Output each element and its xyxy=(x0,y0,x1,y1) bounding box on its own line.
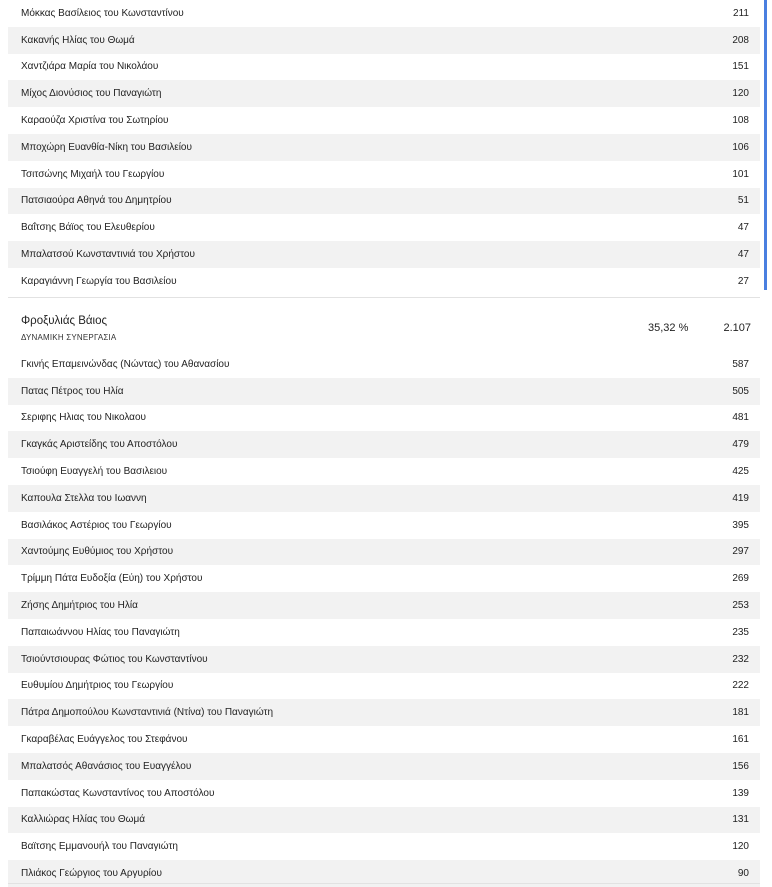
candidate-name: Γκινής Επαμεινώνδας (Νώντας) του Αθανασίου xyxy=(21,358,230,370)
table-row xyxy=(8,726,760,753)
table-row xyxy=(8,699,760,726)
candidate-votes: 156 xyxy=(732,760,749,772)
table-row xyxy=(8,512,760,539)
candidate-list-previous xyxy=(8,0,760,295)
candidate-name: Βαΐτσης Βάϊος του Ελευθερίου xyxy=(21,222,155,234)
candidate-name: Γκαραβέλας Ευάγγελος του Στεφάνου xyxy=(21,734,188,746)
party-votes: 2.107 xyxy=(723,322,751,334)
candidate-votes: 253 xyxy=(732,600,749,612)
candidate-votes: 235 xyxy=(732,626,749,638)
table-row xyxy=(8,134,760,161)
candidate-votes: 419 xyxy=(732,492,749,504)
candidate-name: Ζήσης Δημήτριος του Ηλία xyxy=(21,600,138,612)
candidate-votes: 151 xyxy=(732,61,749,73)
candidate-name: Τσιούντσιουρας Φώτιος του Κωνσταντίνου xyxy=(21,653,208,665)
table-row xyxy=(8,565,760,592)
candidate-votes: 425 xyxy=(732,466,749,478)
candidate-votes: 222 xyxy=(732,680,749,692)
table-row xyxy=(8,268,760,295)
table-row xyxy=(8,780,760,807)
candidate-name: Τσιούφη Ευαγγελή του Βασιλειου xyxy=(21,466,168,478)
candidate-name: Μίχος Διονύσιος του Παναγιώτη xyxy=(21,88,162,100)
candidate-list-party xyxy=(8,351,760,887)
candidate-votes: 481 xyxy=(732,412,749,424)
table-row xyxy=(8,241,760,268)
candidate-name: Τρίμμη Πάτα Ευδοξία (Εύη) του Χρήστου xyxy=(21,573,203,585)
table-row xyxy=(8,592,760,619)
candidate-name: Πατσιαούρα Αθηνά του Δημητρίου xyxy=(21,195,172,207)
party-subtitle: ΔΥΝΑΜΙΚΗ ΣΥΝΕΡΓΑΣΙΑ xyxy=(21,333,117,342)
candidate-votes: 106 xyxy=(732,141,749,153)
table-row xyxy=(8,539,760,566)
candidate-name: Χαντζιάρα Μαρία του Νικολάου xyxy=(21,61,159,73)
candidate-votes: 120 xyxy=(732,841,749,853)
candidate-name: Καλλιώρας Ηλίας του Θωμά xyxy=(21,814,145,826)
candidate-name: Μπαλατσός Αθανάσιος του Ευαγγέλου xyxy=(21,760,192,772)
table-row xyxy=(8,0,760,27)
table-row xyxy=(8,458,760,485)
scrollbar-indicator[interactable] xyxy=(764,0,767,290)
party-leader-name: Φροξυλιάς Βάιος xyxy=(21,315,108,327)
candidate-votes: 211 xyxy=(733,7,749,19)
table-row xyxy=(8,80,760,107)
candidate-name: Σεριφης Ηλιας του Νικολαου xyxy=(21,412,146,424)
table-row xyxy=(8,378,760,405)
table-row xyxy=(8,485,760,512)
table-row xyxy=(8,214,760,241)
candidate-votes: 269 xyxy=(732,573,749,585)
candidate-votes: 139 xyxy=(732,787,749,799)
table-row xyxy=(8,188,760,215)
table-row xyxy=(8,673,760,700)
candidate-votes: 47 xyxy=(737,249,749,261)
table-row xyxy=(8,351,760,378)
table-row xyxy=(8,646,760,673)
candidate-votes: 161 xyxy=(732,734,749,746)
candidate-name: Παπακώστας Κωνσταντίνος του Αποστόλου xyxy=(21,787,215,799)
candidate-votes: 297 xyxy=(732,546,749,558)
candidate-votes: 181 xyxy=(732,707,749,719)
table-row xyxy=(8,54,760,81)
table-row xyxy=(8,107,760,134)
table-row xyxy=(8,161,760,188)
candidate-name: Γκαγκάς Αριστείδης του Αποστόλου xyxy=(21,439,178,451)
party-header xyxy=(8,308,760,348)
party-percent: 35,32 % xyxy=(648,322,689,334)
candidate-votes: 51 xyxy=(737,195,749,207)
table-row xyxy=(8,405,760,432)
table-row xyxy=(8,431,760,458)
divider xyxy=(8,297,760,298)
candidate-votes: 131 xyxy=(732,814,749,826)
candidate-name: Πλιάκος Γεώργιος του Αργυρίου xyxy=(21,868,162,880)
candidate-votes: 90 xyxy=(737,868,749,880)
candidate-name: Τσιτσώνης Μιχαήλ του Γεωργίου xyxy=(21,168,165,180)
candidate-name: Πατας Πέτρος του Ηλία xyxy=(21,385,124,397)
divider xyxy=(8,883,760,884)
candidate-votes: 395 xyxy=(732,519,749,531)
candidate-name: Παπαιωάννου Ηλίας του Παναγιώτη xyxy=(21,626,180,638)
table-row xyxy=(8,753,760,780)
candidate-votes: 47 xyxy=(737,222,749,234)
candidate-name: Μόκκας Βασίλειος του Κωνσταντίνου xyxy=(21,7,184,19)
candidate-votes: 232 xyxy=(732,653,749,665)
candidate-votes: 108 xyxy=(732,115,749,127)
candidate-name: Χαντούμης Ευθύμιος του Χρήστου xyxy=(21,546,174,558)
candidate-name: Καραούζα Χριστίνα του Σωτηρίου xyxy=(21,115,169,127)
candidate-name: Κακανής Ηλίας του Θωμά xyxy=(21,34,135,46)
candidate-votes: 101 xyxy=(732,168,749,180)
candidate-votes: 505 xyxy=(732,385,749,397)
candidate-votes: 120 xyxy=(732,88,749,100)
candidate-name: Ευθυμίου Δημήτριος του Γεωργίου xyxy=(21,680,174,692)
candidate-votes: 208 xyxy=(732,34,749,46)
candidate-votes: 27 xyxy=(737,275,749,287)
candidate-name: Βαϊτσης Εμμανουήλ του Παναγιώτη xyxy=(21,841,178,853)
candidate-name: Καπουλα Στελλα του Ιωαννη xyxy=(21,492,147,504)
table-row xyxy=(8,27,760,54)
table-row xyxy=(8,807,760,834)
candidate-votes: 587 xyxy=(732,358,749,370)
candidate-name: Καραγιάννη Γεωργία του Βασιλείου xyxy=(21,275,177,287)
candidate-name: Πάτρα Δημοπούλου Κωνσταντινιά (Ντίνα) του Παναγιώτη xyxy=(21,707,274,719)
table-row xyxy=(8,833,760,860)
candidate-votes: 479 xyxy=(732,439,749,451)
candidate-name: Βασιλάκος Αστέριος του Γεωργίου xyxy=(21,519,172,531)
candidate-name: Μπαλατσού Κωνσταντινιά του Χρήστου xyxy=(21,249,195,261)
table-row xyxy=(8,619,760,646)
candidate-name: Μποχώρη Ευανθία-Νίκη του Βασιλείου xyxy=(21,141,192,153)
